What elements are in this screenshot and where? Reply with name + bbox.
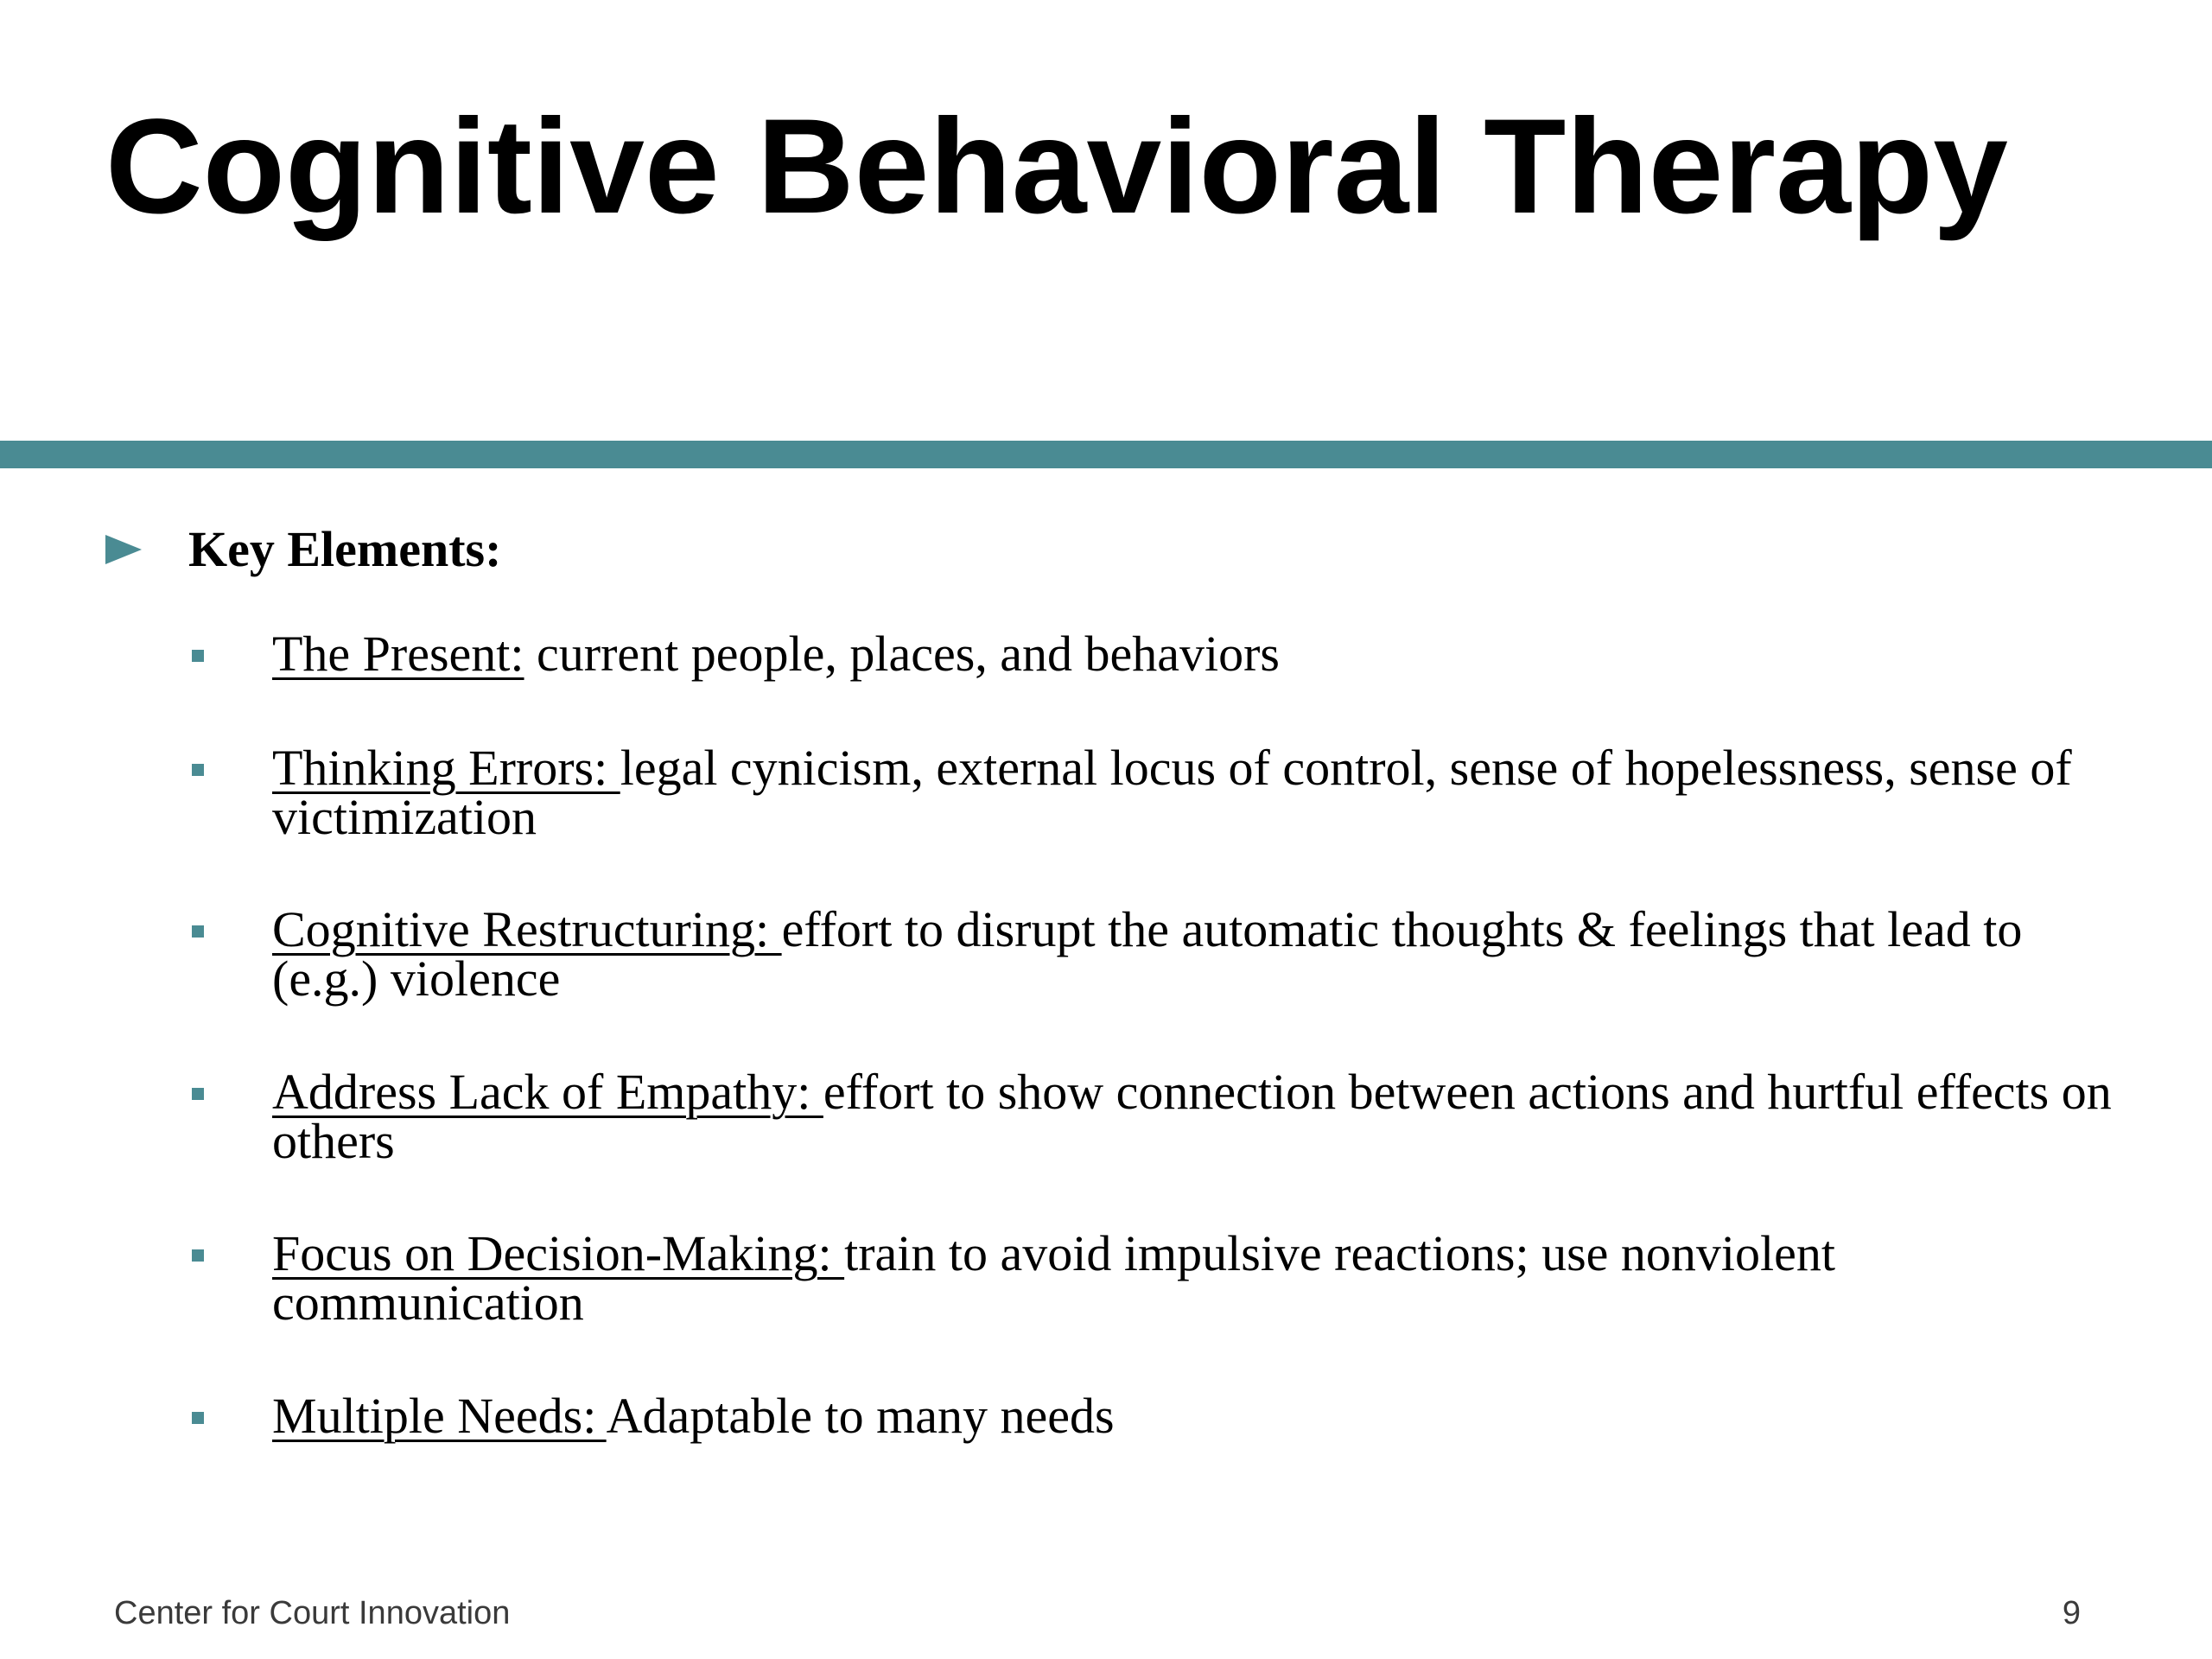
list-item-text — [272, 901, 2113, 1007]
page-number: 9 — [2062, 1595, 2081, 1631]
square-bullet-icon — [192, 650, 204, 662]
square-bullet-icon — [192, 925, 204, 938]
list-item-term: Thinking Errors: — [272, 740, 620, 796]
slide-title: Cognitive Behavioral Therapy — [105, 92, 2008, 242]
footer-organization: Center for Court Innovation — [114, 1595, 511, 1631]
key-elements-heading — [105, 515, 502, 584]
square-bullet-icon — [192, 1412, 204, 1424]
square-bullet-icon — [192, 1249, 204, 1262]
list-item-description: effort to disrupt the automatic thoughts & feelings that lead to (e.g.) violence — [272, 901, 2023, 1007]
list-item-term: Address Lack of Empathy: — [272, 1064, 823, 1120]
list-item-text — [272, 626, 2113, 682]
list-item-description: current people, places, and behaviors — [524, 626, 1281, 682]
list-item-description: train to avoid impulsive reactions; use nonviolent communication — [272, 1225, 1835, 1331]
list-item-description: effort to show connection between actions and hurtful effects on others — [272, 1064, 2112, 1169]
list-item-text — [272, 1064, 2113, 1169]
list-item-term: Cognitive Restructuring: — [272, 901, 782, 957]
list-item-term: Multiple Needs: — [272, 1388, 607, 1444]
list-item-text — [272, 1225, 2113, 1331]
list-item-description: Adaptable to many needs — [606, 1388, 1115, 1444]
list-item-description: legal cynicism, external locus of control, sense of hopelessness, sense of victimization — [272, 740, 2072, 845]
square-bullet-icon — [192, 764, 204, 776]
list-item-text — [272, 740, 2113, 845]
list-item-term: The Present: — [272, 626, 524, 682]
list-item-term: Focus on Decision-Making: — [272, 1225, 845, 1281]
triangle-bullet-icon — [105, 535, 142, 564]
square-bullet-icon — [192, 1088, 204, 1100]
key-elements-label: Key Elements: — [188, 521, 502, 577]
title-divider — [0, 441, 2212, 468]
list-item-text — [272, 1388, 2113, 1444]
